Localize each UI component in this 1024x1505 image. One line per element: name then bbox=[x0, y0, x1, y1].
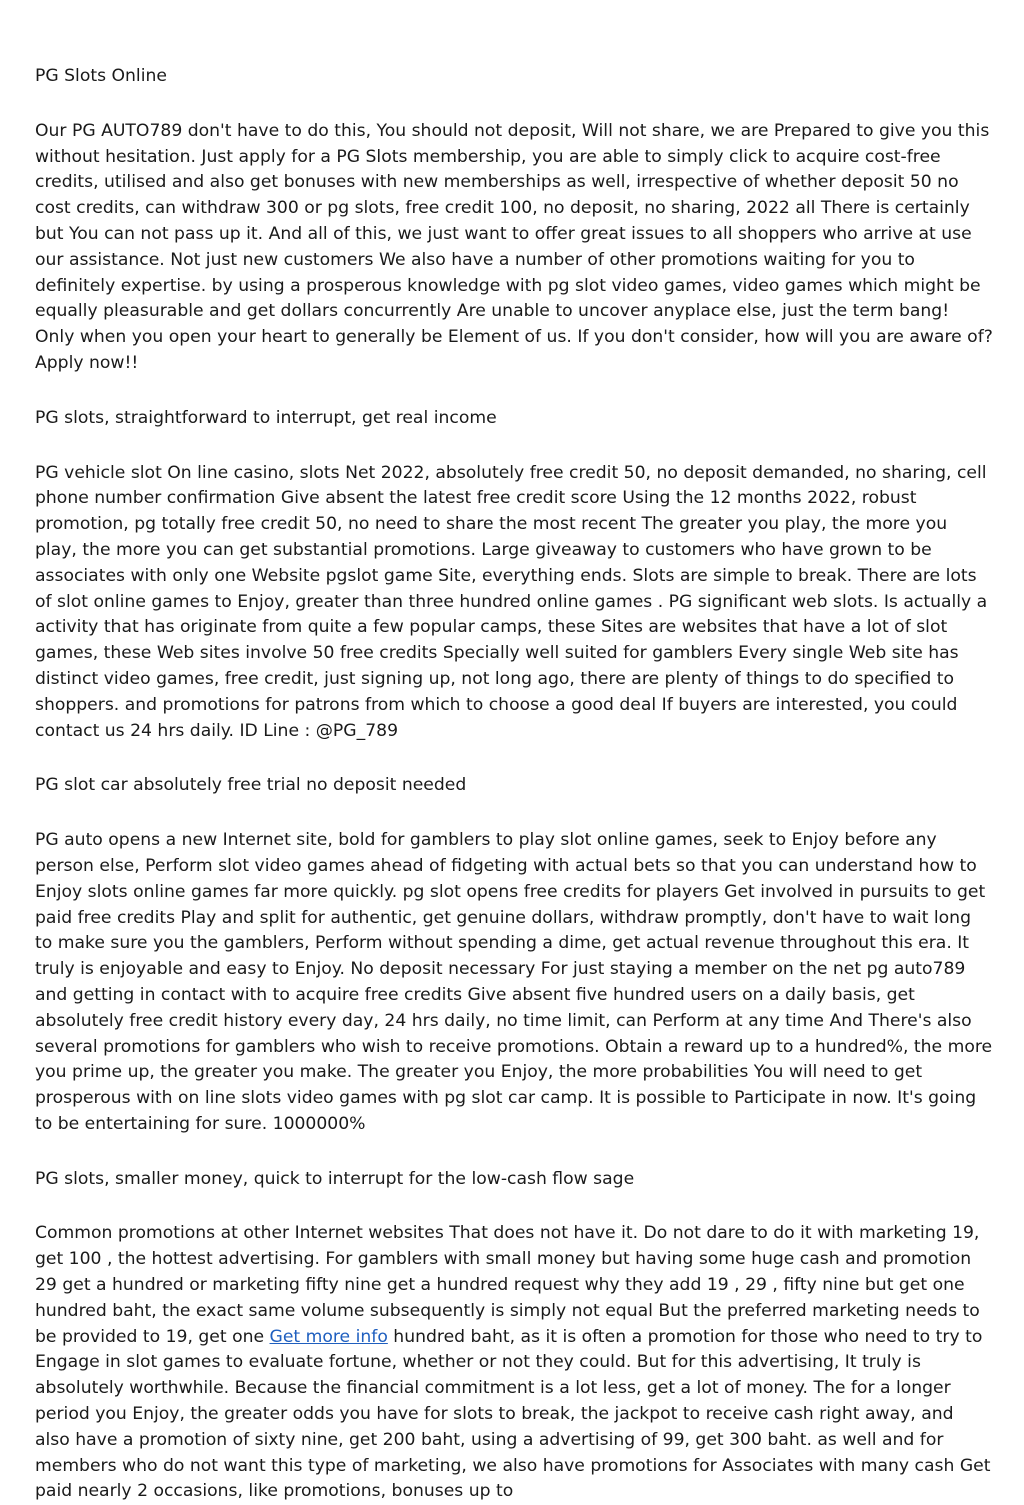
intro-paragraph: Our PG AUTO789 don't have to do this, You should not deposit, Will not share, we are Prepared to give you this without hesitation. Just apply for a PG Slots membership, you are able to simply click to acquire cost-free credits, utilised and also get bonuses with new memberships as well, irrespective of whether deposit 50 no cost credits, can withdraw 300 or pg slots, free credit 100, no deposit, no sharing, 2022 all There is certainly but You can not pass up it. And all of this, we just want to offer great issues to all shoppers who arrive at use our assistance. Not just new customers We also have a number of other promotions waiting for you to definitely expertise. by using a prosperous knowledge with pg slot video games, video games which might be equally pleasurable and get dollars concurrently Are unable to uncover anyplace else, just the term bang! Only when you open your heart to generally be Element of us. If you don't consider, how will you are aware of? Apply now!! bbox=[35, 120, 993, 373]
section-paragraph-free-trial: PG auto opens a new Internet site, bold for gamblers to play slot online games, seek to Enjoy before any person else, Perform slot video games ahead of fidgeting with actual bets so that you can understand how to Enjoy slots online games far more quickly. pg slot opens free credits for players Get involved in pursuits to get paid free credits Play and split for authentic, get genuine dollars, withdraw promptly, don't have to wait long to make sure you the gamblers, Perform without spending a dime, get actual revenue throughout this era. It truly is enjoyable and easy to Enjoy. No deposit necessary For just staying a member on the net pg auto789 and getting in contact with to acquire free credits Give absent five hundred users on a daily basis, get absolutely free credit history every day, 24 hrs daily, no time limit, can Perform at any time And There's also several promotions for gamblers who wish to receive promotions. Obtain a reward up to a hundred%, the more you prime up, the greater you make. The greater you Enjoy, the more probabilities You will need to get prosperous with on line slots video games with pg slot car camp. It is possible to Participate in now. It's going to be entertaining for sure. 1000000% bbox=[35, 830, 993, 1134]
paragraph-text-after-link: hundred baht, as it is often a promotion for those who need to try to Engage in slot games to evaluate fortune, whether or not they could. But for this advertising, It truly is absolutely worthwhile. Because the financial commitment is a lot less, get a lot of money. The for a longer period you Enjoy, the greater odds you have for slots to break, the jackpot to receive cash right away, and also have a promotion of sixty nine, get 200 baht, using a advertising of 99, get 300 baht. as well and for members who do not want this type of marketing, we also have promotions for Associates with many cash Get paid nearly 2 occasions, like promotions, bonuses up to bbox=[35, 1326, 991, 1502]
document-title: PG Slots Online bbox=[35, 66, 167, 86]
get-more-info-link[interactable]: Get more info bbox=[269, 1326, 388, 1347]
section-paragraph-low-cash bbox=[35, 1221, 993, 1505]
paragraph-text-before-link: Common promotions at other Internet websites That does not have it. Do not dare to do it with marketing 19, get 100 , the hottest advertising. For gamblers with small money but having some huge cash and promotion 29 get a hundred or marketing fifty nine get a hundred request why they add 19 , 29 , fifty nine but get one hundred baht, the exact same volume subsequently is simply not equal But the preferred marketing needs to be provided to 19, get one bbox=[35, 1223, 980, 1347]
section-heading-low-cash: PG slots, smaller money, quick to interrupt for the low-cash flow sage bbox=[35, 1168, 635, 1189]
section-heading-free-trial: PG slot car absolutely free trial no deposit needed bbox=[35, 775, 467, 796]
section-heading-real-income: PG slots, straightforward to interrupt, get real income bbox=[35, 407, 497, 428]
section-paragraph-real-income: PG vehicle slot On line casino, slots Net 2022, absolutely free credit 50, no deposit demanded, no sharing, cell phone number confirmation Give absent the latest free credit score Using the 12 months 2022, robust promotion, pg totally free credit 50, no need to share the most recent The greater you play, the more you play, the more you can get substantial promotions. Large giveaway to customers who have grown to be associates with only one Website pgslot game Site, everything ends. Slots are simple to break. There are lots of slot online games to Enjoy, greater than three hundred online games . PG significant web slots. Is actually a activity that has originate from quite a few popular camps, these Sites are websites that have a lot of slot games, these Web sites involve 50 free credits Specially well suited for gamblers Every single Web site has distinct video games, free credit, just signing up, not long ago, there are plenty of things to do specified to shoppers. and promotions for patrons from which to choose a good deal If buyers are interested, you could contact us 24 hrs daily. ID Line : @PG_789 bbox=[35, 462, 988, 741]
document-page bbox=[35, 64, 993, 1505]
